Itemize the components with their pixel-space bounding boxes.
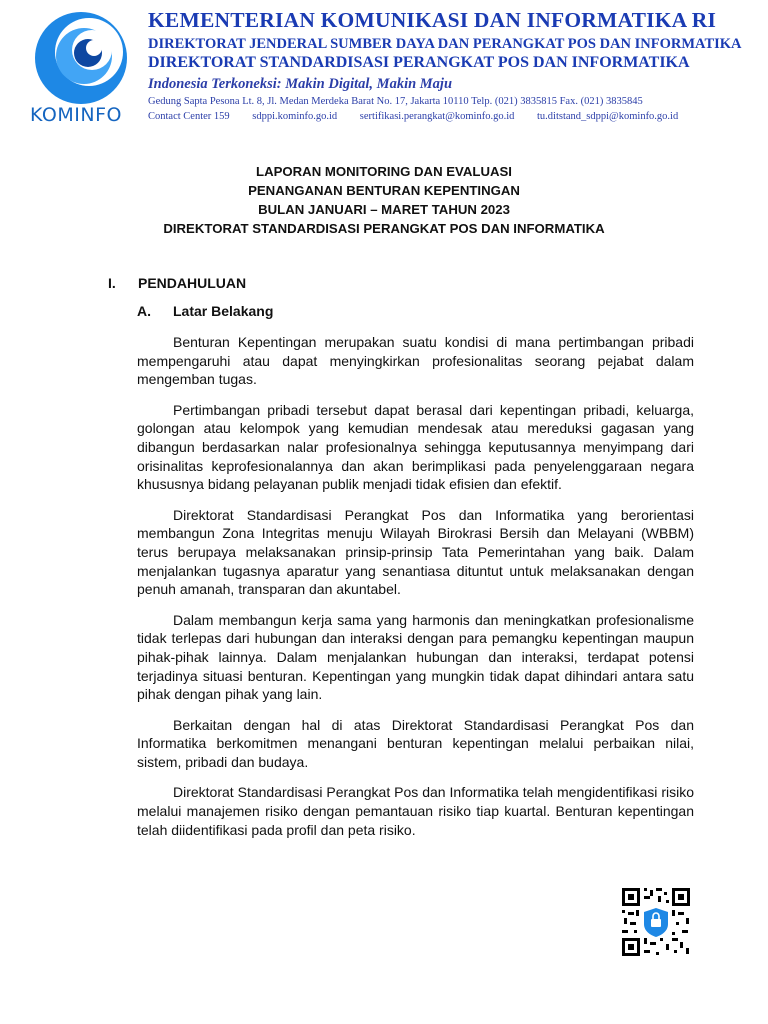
tagline: Indonesia Terkoneksi: Makin Digital, Makin Maju <box>148 76 453 92</box>
title-line-1: LAPORAN MONITORING DAN EVALUASI <box>256 164 512 179</box>
body-text <box>137 333 694 851</box>
subsection-number: A. <box>137 303 151 319</box>
report-title <box>0 162 768 238</box>
logo-wordmark: KOMINFO <box>30 104 122 126</box>
website-link[interactable]: sdppi.kominfo.go.id <box>252 111 338 122</box>
subsection-title: Latar Belakang <box>173 303 274 319</box>
section-number: I. <box>108 275 116 291</box>
paragraph: Pertimbangan pribadi tersebut dapat berasal dari kepentingan pribadi, keluarga, golongan atau kelompok yang kemudian mendesak atau mereduksi gagasan yang dibangun berdasarkan nalar profesionalnya sehingga keputusannya menyimpang dari orisinalitas keprofesionalannya dan akan berimplikasi pada penyelenggaraan negara khususnya bidang pelayanan publik menjadi tidak efisien dan efektif. <box>137 401 694 493</box>
paragraph: Direktorat Standardisasi Perangkat Pos dan Informatika yang berorientasi membangun Zona Integritas menuju Wilayah Birokrasi Bersih dan Melayani (WBBM) terus berupaya melaksanakan prinsip-prinsip Tata Pemerintahan yang baik. Dalam menjalankan tugasnya aparatur yang senantiasa dituntut untuk melaksanakan dengan penuh amanah, transparan dan akuntabel. <box>137 506 694 598</box>
paragraph: Benturan Kepentingan merupakan suatu kondisi di mana pertimbangan pribadi mempengaruhi atau dapat menyingkirkan profesionalitas seorang pejabat dalam mengemban tugas. <box>137 334 694 388</box>
title-line-3: BULAN JANUARI – MARET TAHUN 2023 <box>258 202 510 217</box>
contact-center: Contact Center 159 <box>148 111 230 122</box>
letterhead <box>0 0 768 132</box>
paragraph: Berkaitan dengan hal di atas Direktorat Standardisasi Perangkat Pos dan Informatika berkomitmen menangani benturan kepentingan melalui perbaikan nilai, sistem, pribadi dan budaya. <box>137 716 694 771</box>
paragraph: Dalam membangun kerja sama yang harmonis dan meningkatkan profesionalisme tidak terlepas dari hubungan dan interaksi dengan para pemangku kepentingan maupun pihak-pihak lainnya. Dalam menjalankan hubungan dan interaksi, terdapat potensi terjadinya situasi benturan. Kepentingan yang mungkin tidak dapat dihindari antara satu pihak dengan pihak yang lain. <box>137 611 694 703</box>
title-line-4: DIREKTORAT STANDARDISASI PERANGKAT POS DAN INFORMATIKA <box>163 221 605 236</box>
directorate-general-name: DIREKTORAT JENDERAL SUMBER DAYA DAN PERANGKAT POS DAN INFORMATIKA <box>148 36 742 52</box>
ministry-name: KEMENTERIAN KOMUNIKASI DAN INFORMATIKA RI <box>148 8 717 32</box>
title-line-2: PENANGANAN BENTURAN KEPENTINGAN <box>248 183 520 198</box>
contact-line <box>148 111 678 122</box>
qr-code-icon <box>620 886 692 958</box>
address-line: Gedung Sapta Pesona Lt. 8, Jl. Medan Merdeka Barat No. 17, Jakarta 10110 Telp. (021) 3835815 Fax. (021) 3835845 <box>148 96 643 107</box>
subsection-heading <box>137 303 273 319</box>
email-cert-link[interactable]: sertifikasi.perangkat@kominfo.go.id <box>359 111 515 122</box>
email-tu-link[interactable]: tu.ditstand_sdppi@kominfo.go.id <box>537 111 679 122</box>
section-heading <box>108 275 246 291</box>
directorate-name: DIREKTORAT STANDARDISASI PERANGKAT POS DAN INFORMATIKA <box>148 54 690 71</box>
section-title: PENDAHULUAN <box>138 275 247 291</box>
paragraph: Direktorat Standardisasi Perangkat Pos dan Informatika telah mengidentifikasi risiko melalui manajemen risiko dengan pemantauan risiko tiap kuartal. Benturan kepentingan telah diidentifikasi pada profil dan peta risiko. <box>137 784 694 838</box>
